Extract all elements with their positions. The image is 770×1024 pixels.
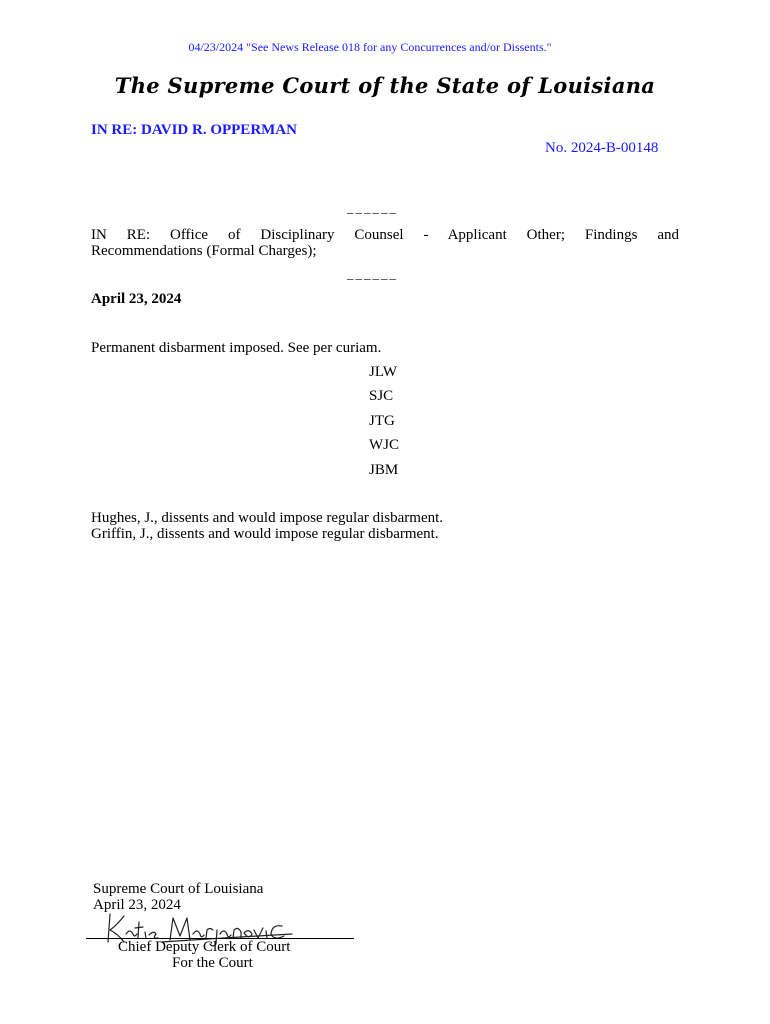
docket-number: No. 2024-B-00148 <box>545 140 659 156</box>
dissent-statement: Griffin, J., dissents and would impose regular disbarment. <box>91 526 439 542</box>
signer-title: Chief Deputy Clerk of Court <box>118 939 291 955</box>
case-name: IN RE: DAVID R. OPPERMAN <box>91 122 297 138</box>
dissent-statement: Hughes, J., dissents and would impose regular disbarment. <box>91 510 444 526</box>
judge-initials: JTG <box>369 413 395 429</box>
decision-date: April 23, 2024 <box>91 291 182 307</box>
case-subject-line-2: Recommendations (Formal Charges); <box>91 243 317 259</box>
judge-initials: WJC <box>369 437 399 453</box>
judge-initials: JBM <box>369 462 399 478</box>
news-release-note: 04/23/2024 "See News Release 018 for any Concurrences and/or Dissents." <box>188 40 552 54</box>
signature-for-court: For the Court <box>172 955 253 971</box>
case-subject <box>91 227 679 259</box>
signature-court-name: Supreme Court of Louisiana <box>93 881 264 897</box>
separator-bottom: ______ <box>347 266 398 281</box>
case-subject-line-1: IN RE: Office of Disciplinary Counsel - Applicant Other; Findings and <box>91 227 679 243</box>
disposition: Permanent disbarment imposed. See per curiam. <box>91 340 382 356</box>
signature-date: April 23, 2024 <box>93 897 181 913</box>
judge-initials: SJC <box>369 388 394 404</box>
court-title: The Supreme Court of the State of Louisiana <box>114 73 656 98</box>
judge-initials: JLW <box>369 364 398 380</box>
separator-top: ______ <box>347 200 398 215</box>
